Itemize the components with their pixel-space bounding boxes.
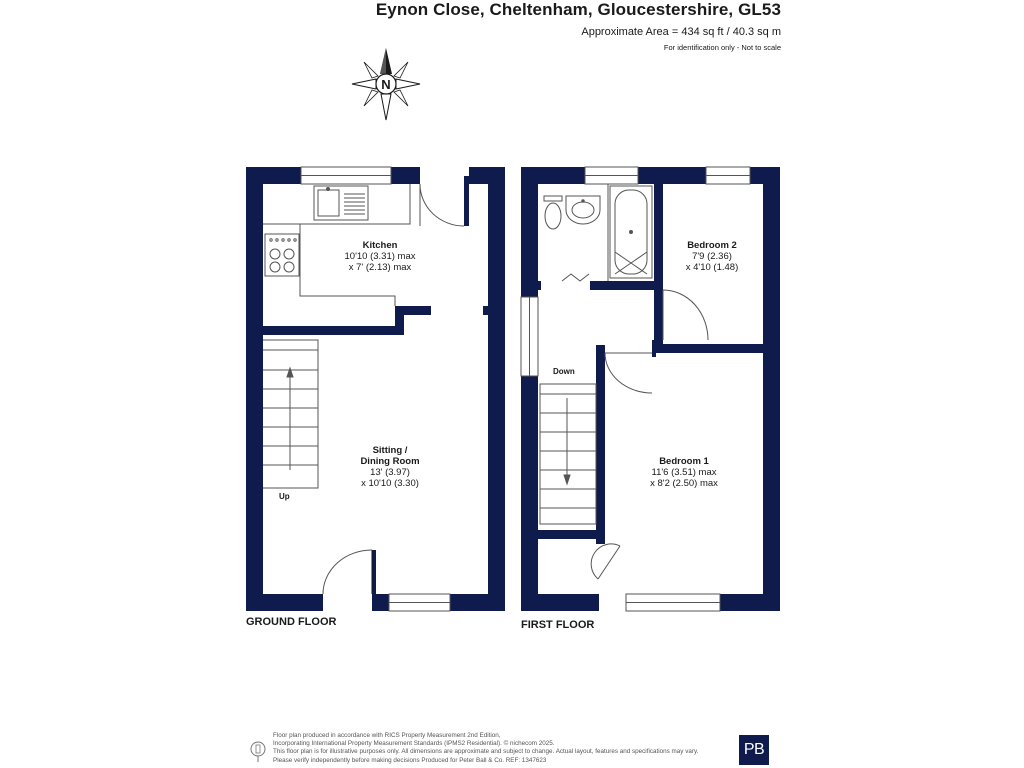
- room-name: Sitting /: [372, 445, 408, 456]
- room-dimension: 10'10 (3.31) max: [344, 251, 416, 262]
- ground-floor-label: GROUND FLOOR: [246, 616, 337, 628]
- room-name: Kitchen: [362, 240, 398, 251]
- first-floor-windows: [521, 167, 750, 611]
- room-dimension: x 8'2 (2.50) max: [650, 478, 718, 489]
- first-floor-label: FIRST FLOOR: [521, 619, 595, 631]
- room-dimension: 11'6 (3.51) max: [651, 467, 717, 478]
- hob-icon: [265, 234, 299, 276]
- measurement-standard-icon: [249, 738, 267, 764]
- footer-line: Incorporating International Property Measurement Standards (IPMS2 Residential). © nichecom 2025.: [273, 740, 555, 748]
- cupboard-door-swing: [591, 544, 620, 579]
- approximate-area: Approximate Area = 434 sq ft / 40.3 sq m: [581, 26, 781, 38]
- room-name-continued: Dining Room: [360, 456, 420, 467]
- room-name: Bedroom 2: [687, 240, 737, 251]
- footer-line: This floor plan is for illustrative purposes only. All dimensions are approximate and subject to change. Actual layout, features and specifications may vary.: [273, 748, 699, 756]
- room-dimension: x 4'10 (1.48): [685, 262, 739, 273]
- bedroom-2-door-swing: [663, 290, 708, 340]
- footer-line: Please verify independently before making decisions Produced for Peter Ball & Co. REF: 1347623: [273, 756, 547, 764]
- room-dimension: 13' (3.97): [370, 467, 410, 478]
- sink-drainer-icon: [344, 194, 365, 214]
- bedroom-1-door-swing: [605, 353, 652, 393]
- first-floor-stairs: [540, 384, 596, 524]
- room-dimension: x 10'10 (3.30): [361, 478, 419, 489]
- footer-line: Floor plan produced in accordance with RICS Property Measurement 2nd Edition,: [273, 732, 501, 739]
- toilet-icon: [544, 196, 562, 229]
- identification-note: For identification only - Not to scale: [663, 43, 781, 52]
- stairs-up-arrow-icon: [287, 368, 293, 377]
- stairs-up-label: Up: [279, 492, 290, 501]
- stairs-down-label: Down: [553, 367, 575, 376]
- washbasin-icon: [566, 196, 600, 224]
- room-label-sitting-dining: [340, 445, 440, 489]
- front-door-swing: [323, 550, 372, 594]
- first-floor-walls: [521, 167, 780, 611]
- bathtub-icon: [610, 186, 652, 278]
- property-address-title: Eynon Close, Cheltenham, Gloucestershire, GL53: [375, 0, 781, 19]
- pb-logo: PB: [739, 735, 769, 765]
- kitchen-door-swing: [420, 184, 464, 226]
- ground-floor-stairs: [263, 340, 318, 488]
- room-dimension: x 7' (2.13) max: [348, 262, 412, 273]
- room-label-bedroom-1: [634, 456, 734, 489]
- bathroom-bifold-door: [562, 274, 589, 281]
- stairs-down-arrow-icon: [564, 475, 570, 484]
- ground-floor-windows: [301, 167, 450, 611]
- room-label-kitchen: [330, 240, 430, 273]
- compass-rose-icon: [352, 48, 420, 120]
- room-dimension: 7'9 (2.36): [692, 251, 732, 262]
- room-label-bedroom-2: [662, 240, 762, 273]
- room-name: Bedroom 1: [659, 456, 709, 467]
- footer-disclaimer: [273, 732, 698, 765]
- compass-north-letter: N: [381, 77, 391, 92]
